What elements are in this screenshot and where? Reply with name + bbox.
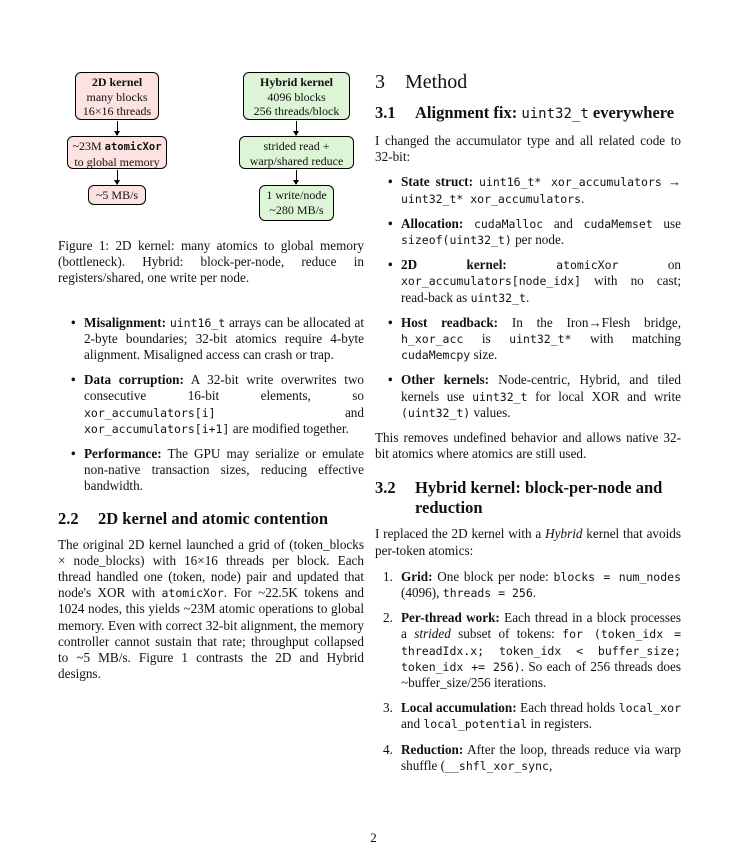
section-number: 2.2: [58, 508, 79, 528]
section-title: Alignment fix: uint32_t everywhere: [415, 103, 675, 122]
bullet-misalignment: [58, 315, 364, 364]
bullet-text: The GPU may serialize or emulate non-native transaction sizes, reducing effective bandwidth.: [84, 446, 364, 494]
section-3-heading: [375, 70, 681, 94]
box-hybrid-write: [259, 185, 334, 221]
inline-code: xor_accumulators[i]: [84, 405, 216, 420]
figure-1-diagram: [58, 70, 364, 230]
arrow-2d-2: [117, 170, 118, 184]
section-title: 2D kernel and atomic contention: [98, 508, 329, 528]
right-column: [375, 70, 681, 783]
box-write-line2: ~280 MB/s: [269, 202, 324, 217]
section-title: Hybrid kernel: block-per-node and reduction: [415, 478, 663, 518]
box-2d-bandwidth: [88, 185, 146, 205]
inline-code: uint32_t: [521, 106, 589, 122]
box-2d-kernel-line3: 16×16 threads: [82, 104, 152, 118]
item-host-readback: • Host readback: In the Iron→Flesh bridge, h_xor_acc is uint32_t* with matching cudaMemcpy size.: [375, 315, 681, 364]
step-reduction: 4. Reduction: After the loop, threads reduce via warp shuffle (__shfl_xor_sync,: [383, 741, 681, 773]
problem-list: [58, 315, 364, 495]
bullet-text: are modified together.: [229, 420, 349, 436]
section-3-2-heading: [375, 478, 681, 518]
arrow-hybrid-1: [296, 121, 297, 135]
inline-code: xor_accumulators[i+1]: [84, 421, 230, 436]
section-2-2-paragraph: [58, 537, 364, 683]
item-state-struct: • State struct: uint16_t* xor_accumulators → uint32_t* xor_accumulators.: [375, 174, 681, 206]
paragraph-text: The original 2D kernel launched a grid of (token_blocks × node_blocks) with 16×16 threads per block. Each thread handled one (token, node) pair and updated that node's XOR with: [58, 536, 364, 601]
hybrid-steps: [375, 569, 681, 774]
section-2-2-heading: [58, 509, 364, 529]
bullet-data-corruption: [58, 372, 364, 437]
box-2d-atomic: [67, 136, 167, 169]
atomic-count: ~23M: [72, 139, 105, 153]
figure-caption: Figure 1: 2D kernel: many atomics to global memory (bottleneck). Hybrid: block-per-node, reduce in registers/shared, one write per node.: [58, 238, 364, 286]
box-reduce-line2: warp/shared reduce: [249, 153, 344, 168]
box-reduce-line1: strided read +: [263, 139, 330, 153]
item-allocation: • Allocation: cudaMalloc and cudaMemset use sizeof(uint32_t) per node.: [375, 216, 681, 248]
section-3-1-intro: I changed the accumulator type and all related code to 32-bit:: [375, 133, 681, 165]
box-2d-kernel-title: 2D kernel: [91, 75, 143, 89]
bullet-label: Data corruption:: [84, 372, 184, 388]
box-hybrid-reduce: [239, 136, 354, 169]
arrow-2d-1: [117, 121, 118, 135]
box-2d-kernel-line2: many blocks: [86, 89, 148, 104]
section-title: Method: [405, 71, 468, 93]
bullet-text: A 32-bit write overwrites two consecutive 16-bit elements, so: [84, 372, 364, 404]
item-2d-kernel: • 2D kernel: atomicXor on xor_accumulators[node_idx] with no cast; read-back as uint32_t.: [375, 257, 681, 306]
section-number: 3.2: [375, 478, 396, 498]
box-write-line1: 1 write/node: [266, 188, 327, 202]
section-3-2-intro: I replaced the 2D kernel with a Hybrid kernel that avoids per-token atomics:: [375, 526, 682, 558]
box-2d-atomic-line2: to global memory: [74, 154, 160, 169]
bullet-text: arrays can be allocated at 2-byte boundaries; 32-bit atomics require 4-byte alignment. Misaligned access can crash or trap.: [84, 314, 364, 363]
step-grid: 1. Grid: One block per node: blocks = num_nodes (4096), threads = 256.: [383, 568, 682, 601]
section-number: 3: [375, 71, 385, 93]
step-local-accumulation: 3. Local accumulation: Each thread holds local_xor and local_potential in registers.: [383, 700, 681, 732]
bullet-label: Performance:: [84, 446, 162, 462]
page-number: 2: [370, 830, 377, 845]
change-list: [375, 174, 681, 421]
left-column: [58, 70, 364, 682]
section-3-1-heading: [375, 103, 681, 124]
box-hybrid-kernel: [243, 72, 350, 120]
box-hybrid-line2: 4096 blocks: [267, 89, 326, 104]
inline-code: atomicXor: [161, 586, 224, 601]
bullet-label: Misalignment:: [84, 314, 167, 330]
step-per-thread: 2. Per-thread work: Each thread in a block processes a strided subset of tokens: for (token_idx = threadIdx.x; token_idx < buffer_size; token_idx += 256). So each of 256 threads does ~buffer_size/256 iterations.: [383, 610, 682, 691]
bullet-performance: [58, 446, 364, 495]
paragraph-text: . For ~22.5K tokens and 1024 nodes, this yields ~23M atomic operations to global memory. Even with correct 32-bit alignment, the memory controller cannot sustain that rate; throughput collapsed to ~5 MB/s. Figure 1 contrasts the 2D and Hybrid designs.: [58, 585, 365, 682]
arrow-hybrid-2: [296, 170, 297, 184]
bandwidth-2d-text: ~5 MB/s: [95, 188, 139, 202]
box-2d-kernel: [75, 72, 159, 120]
section-number: 3.1: [375, 103, 396, 122]
atomic-code: atomicXor: [104, 141, 162, 153]
section-3-1-outro: This removes undefined behavior and allows native 32-bit atomics where atomics are still used.: [375, 430, 681, 462]
box-hybrid-title: Hybrid kernel: [259, 75, 333, 89]
inline-code: uint16_t: [169, 315, 226, 330]
box-hybrid-line3: 256 threads/block: [253, 104, 340, 118]
bullet-text: and: [215, 404, 364, 420]
item-other-kernels: • Other kernels: Node-centric, Hybrid, and tiled kernels use uint32_t for local XOR and write (uint32_t) values.: [375, 372, 681, 421]
